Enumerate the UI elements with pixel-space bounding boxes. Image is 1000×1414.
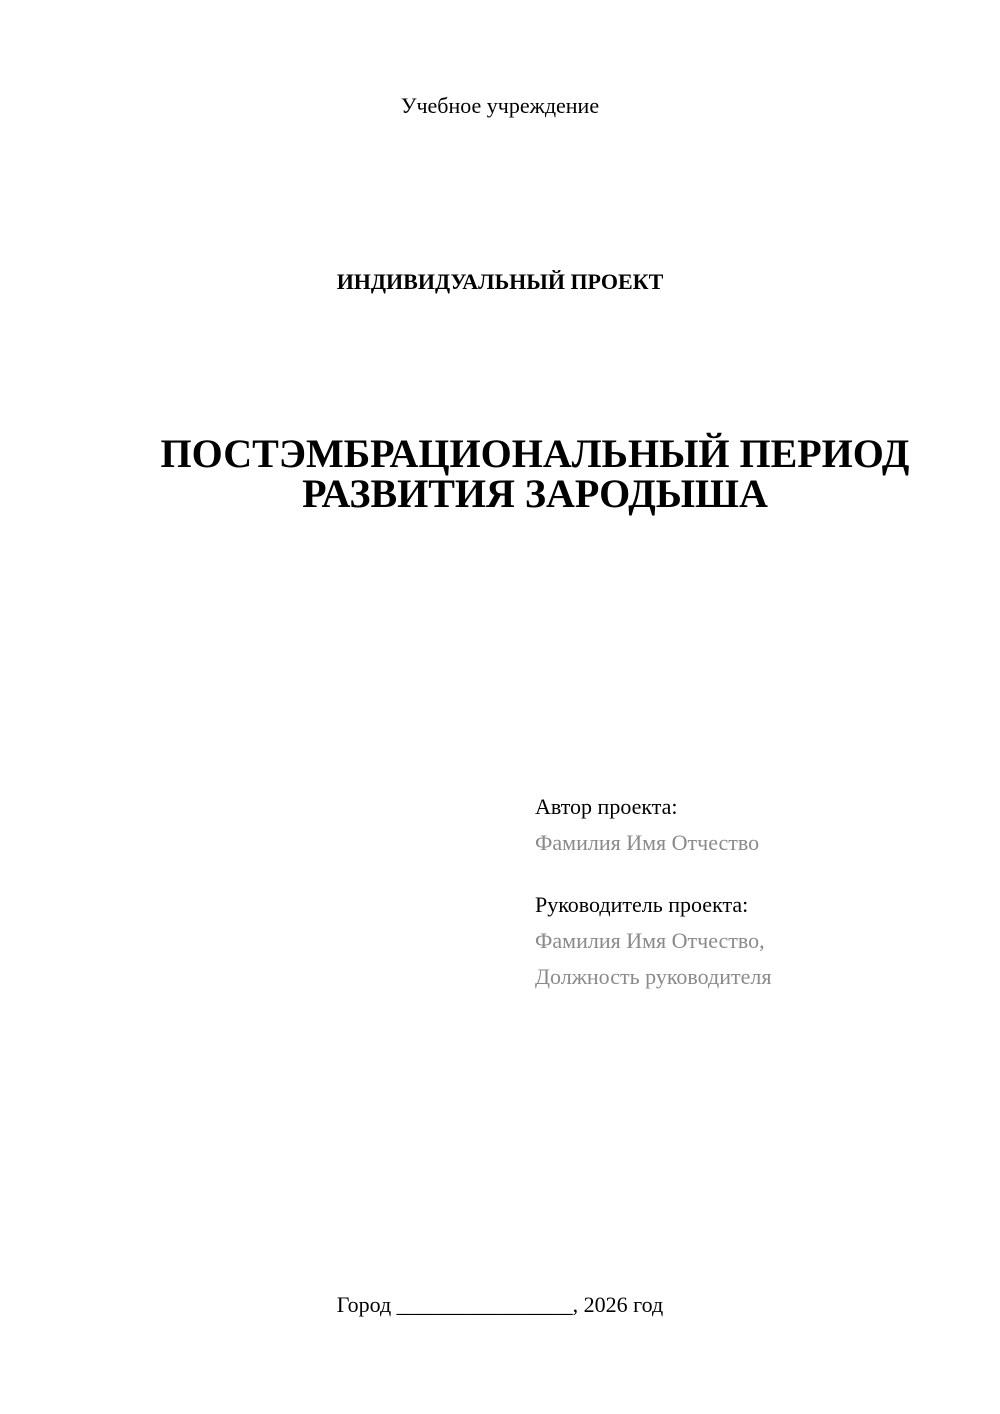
- project-title-line-1: ПОСТЭМБРАЦИОНАЛЬНЫЙ ПЕРИОД: [160, 431, 910, 476]
- authors-spacer: [535, 861, 771, 887]
- supervisor-position: Должность руководителя: [535, 964, 772, 989]
- author-name: Фамилия Имя Отчество: [535, 830, 760, 855]
- author-label: Автор проекта:: [535, 794, 678, 819]
- document-type: ИНДИВИДУАЛЬНЫЙ ПРОЕКТ: [336, 269, 664, 294]
- supervisor-label: Руководитель проекта:: [535, 892, 749, 917]
- project-title: [70, 431, 1000, 516]
- city-year-line: Город ________________, 2026 год: [336, 1292, 664, 1317]
- supervisor-name: Фамилия Имя Отчество,: [535, 928, 765, 953]
- authors-block: [535, 789, 771, 995]
- project-title-line-2: РАЗВИТИЯ ЗАРОДЫША: [302, 471, 768, 516]
- institution-name: Учебное учреждение: [400, 93, 600, 118]
